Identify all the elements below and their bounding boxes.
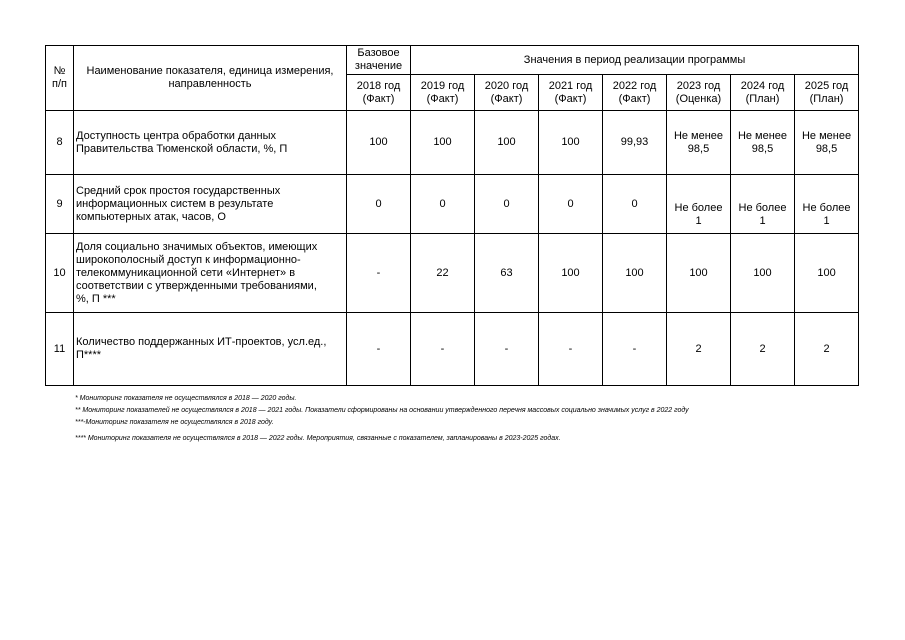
row-value: 100 — [667, 234, 731, 313]
row-num: 11 — [46, 313, 74, 386]
row-value: 2 — [667, 313, 731, 386]
row-value: - — [411, 313, 475, 386]
row-value: 100 — [475, 111, 539, 175]
row-value: 0 — [475, 175, 539, 234]
row-value: Не более 1 — [667, 175, 731, 234]
row-value: Не менее 98,5 — [667, 111, 731, 175]
row-value: 100 — [539, 234, 603, 313]
header-year: 2019 год (Факт) — [411, 75, 475, 111]
header-year: 2021 год (Факт) — [539, 75, 603, 111]
row-num: 8 — [46, 111, 74, 175]
row-value: - — [347, 313, 411, 386]
row-value: 0 — [411, 175, 475, 234]
row-value: 100 — [539, 111, 603, 175]
header-year: 2018 год (Факт) — [347, 75, 411, 111]
row-value: Не более 1 — [795, 175, 859, 234]
row-value: 2 — [795, 313, 859, 386]
row-indicator-name: Средний срок простоя государственных информационных систем в результате компьютерных атак, часов, О — [74, 175, 347, 234]
row-indicator-name: Доступность центра обработки данных Правительства Тюменской области, %, П — [74, 111, 347, 175]
header-year: 2022 год (Факт) — [603, 75, 667, 111]
row-value: 100 — [411, 111, 475, 175]
row-value: 100 — [603, 234, 667, 313]
footnote: ***-Мониторинг показателя не осуществлялся в 2018 году. — [75, 419, 274, 426]
row-value: 0 — [347, 175, 411, 234]
row-value: 0 — [539, 175, 603, 234]
row-value: - — [603, 313, 667, 386]
row-value: 99,93 — [603, 111, 667, 175]
row-value: 22 — [411, 234, 475, 313]
row-value: Не менее 98,5 — [795, 111, 859, 175]
footnote: **** Мониторинг показателя не осуществлялся в 2018 — 2022 годы. Мероприятия, связанные с показателем, запланированы в 2023-2025 годах. — [75, 435, 561, 442]
row-indicator-name: Доля социально значимых объектов, имеющих широкополосный доступ к информационно- телекоммуникационной сети «Интернет» в соответствии с утвержденными требованиями, %, П *** — [74, 234, 347, 313]
row-value: Не более 1 — [731, 175, 795, 234]
row-value: 100 — [731, 234, 795, 313]
row-num: 9 — [46, 175, 74, 234]
footnote: ** Мониторинг показателей не осуществлялся в 2018 — 2021 годы. Показатели сформированы на основании утвержденного перечня массовых социально значимых услуг в 2022 году — [75, 407, 689, 414]
header-year: 2025 год (План) — [795, 75, 859, 111]
header-num: № п/п — [46, 46, 74, 111]
row-value: 100 — [795, 234, 859, 313]
row-num: 10 — [46, 234, 74, 313]
header-period: Значения в период реализации программы — [411, 46, 859, 75]
row-value: - — [347, 234, 411, 313]
row-value: - — [475, 313, 539, 386]
row-value: Не менее 98,5 — [731, 111, 795, 175]
header-year: 2020 год (Факт) — [475, 75, 539, 111]
row-value: 2 — [731, 313, 795, 386]
row-indicator-name: Количество поддержанных ИТ-проектов, усл.ед., П**** — [74, 313, 347, 386]
header-year: 2024 год (План) — [731, 75, 795, 111]
row-value: 0 — [603, 175, 667, 234]
header-base-value: Базовое значение — [347, 46, 411, 75]
header-year: 2023 год (Оценка) — [667, 75, 731, 111]
header-indicator-name: Наименование показателя, единица измерения, направленность — [74, 46, 347, 111]
row-value: 63 — [475, 234, 539, 313]
row-value: 100 — [347, 111, 411, 175]
row-value: - — [539, 313, 603, 386]
footnote: * Мониторинг показателя не осуществлялся в 2018 — 2020 годы. — [75, 395, 297, 402]
